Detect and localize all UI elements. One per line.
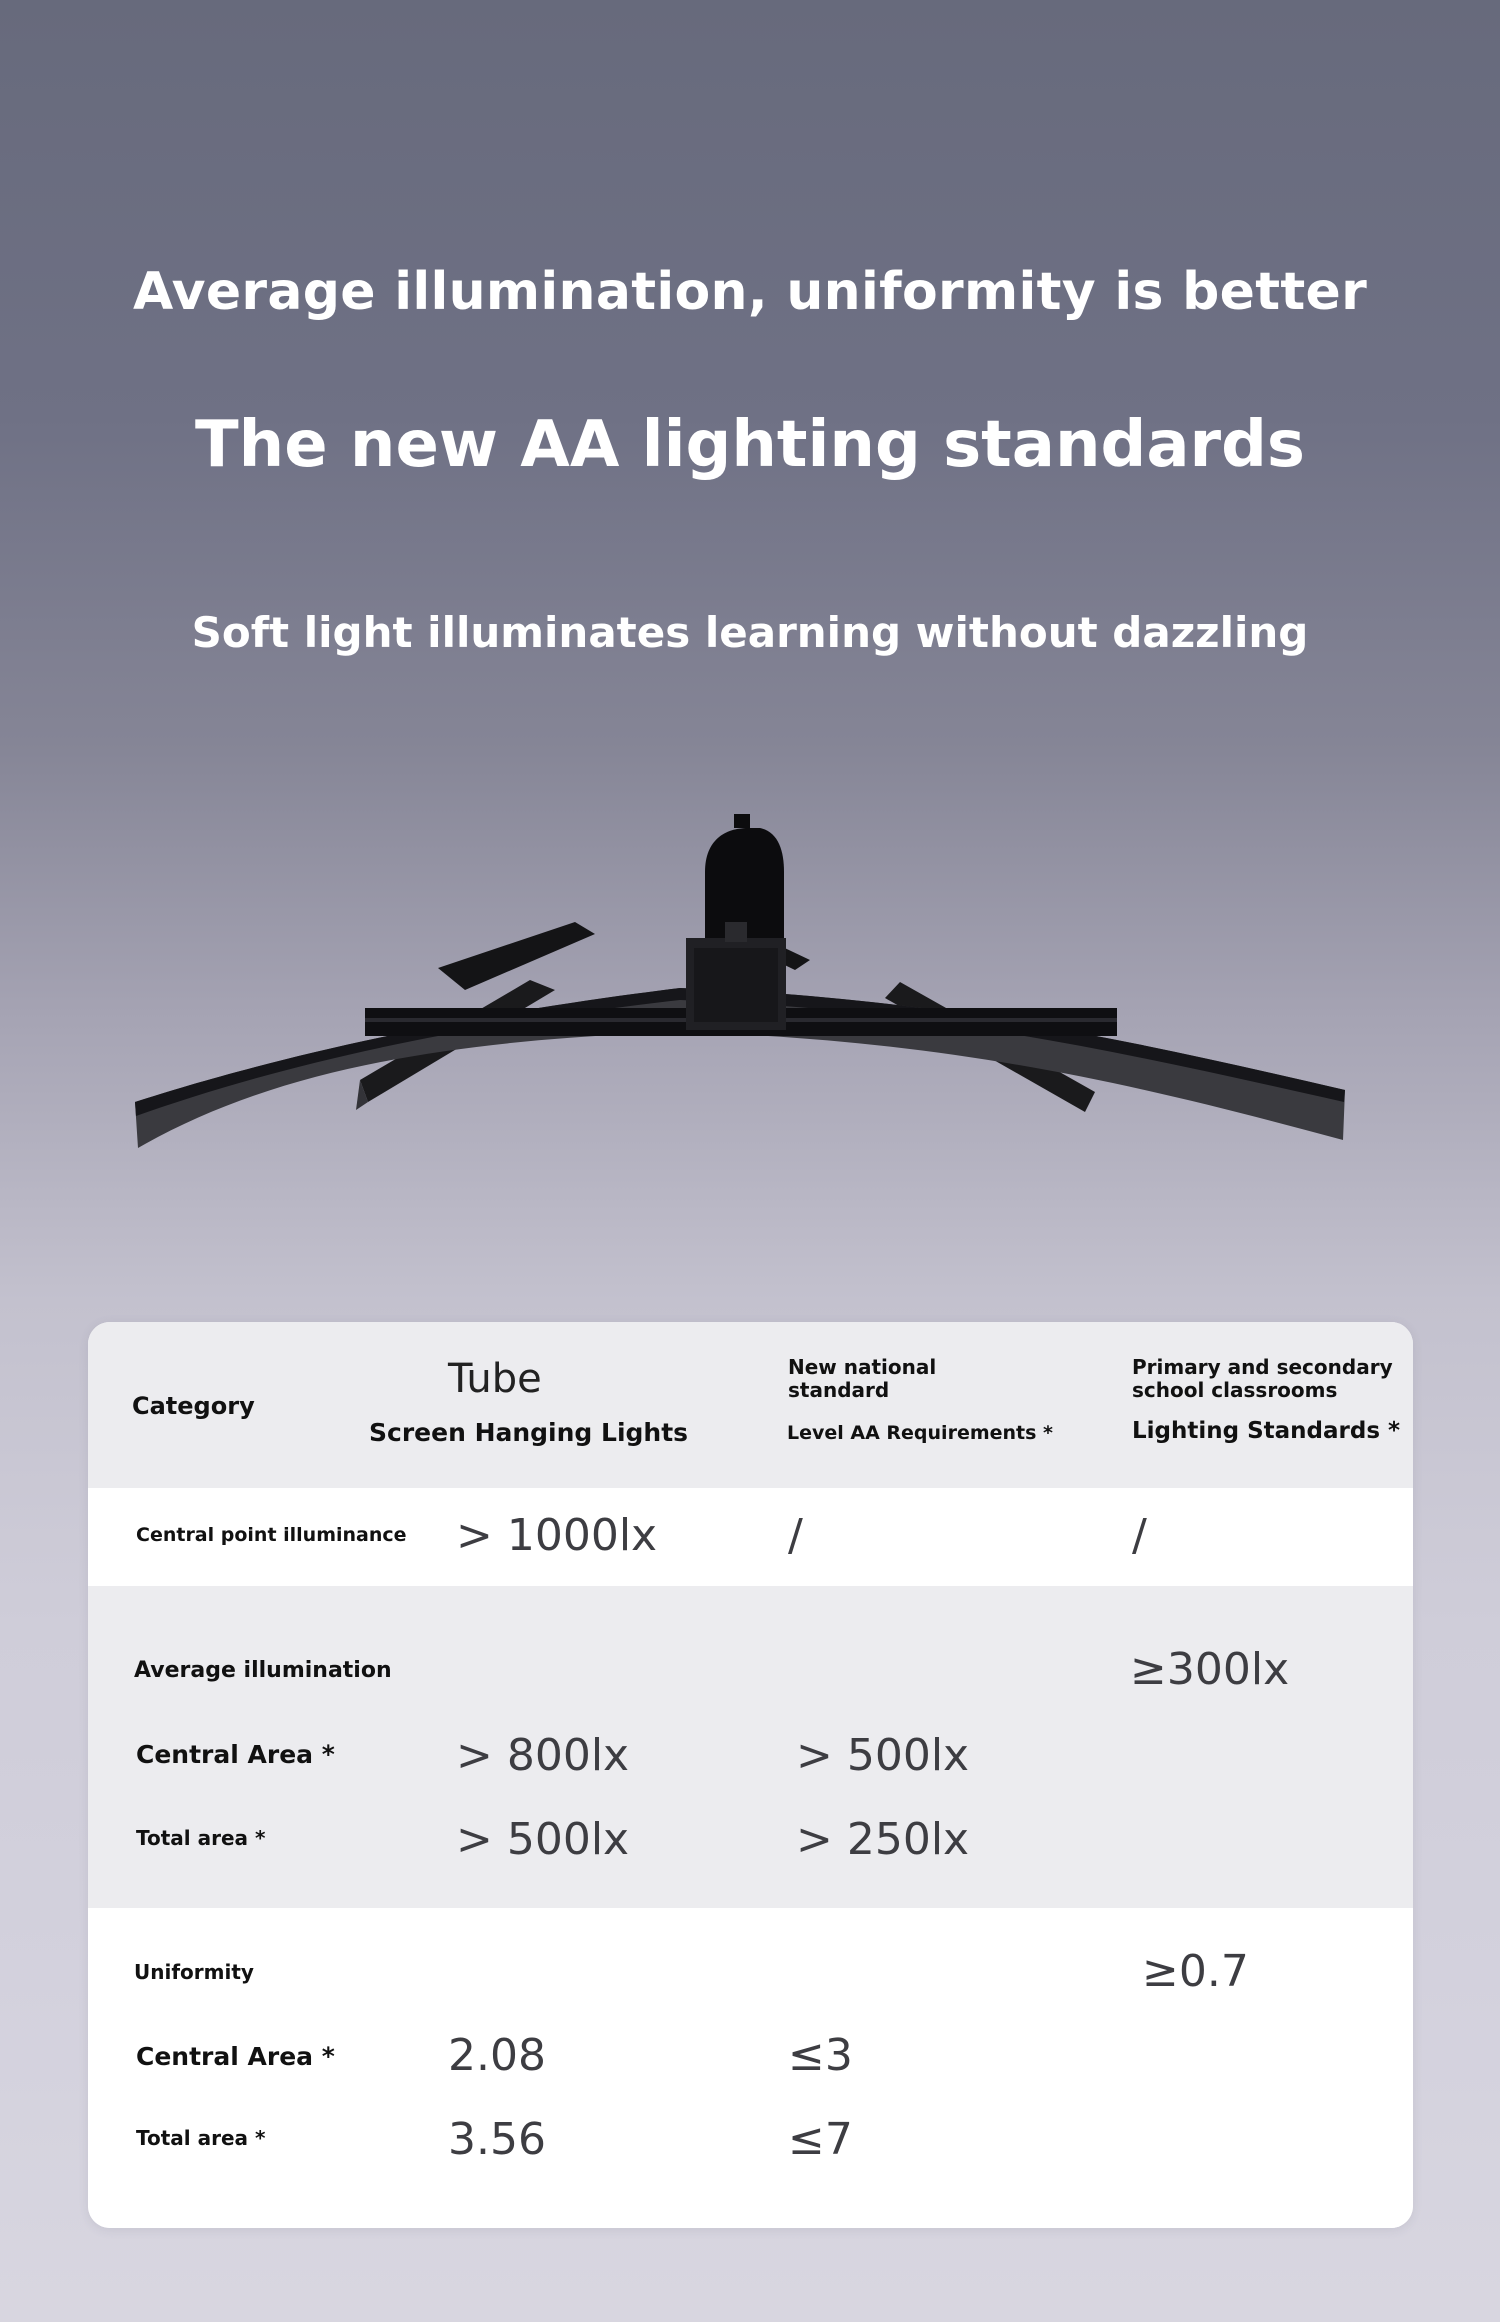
average-central-label: Central Area * <box>136 1740 335 1769</box>
average-total-col2: > 250lx <box>796 1814 970 1865</box>
lighting-standards-table <box>88 1322 1413 2228</box>
uniformity-total-col2: ≤7 <box>788 2114 853 2165</box>
lamp-clamp <box>705 828 784 938</box>
uniformity-label: Uniformity <box>134 1960 254 1984</box>
uniformity-col3: ≥0.7 <box>1142 1946 1249 1997</box>
central-point-col3: / <box>1132 1510 1147 1561</box>
average-total-label: Total area * <box>136 1826 266 1850</box>
uniformity-total-label: Total area * <box>136 2126 266 2150</box>
uniformity-central-label: Central Area * <box>136 2042 335 2071</box>
average-central-col2: > 500lx <box>796 1730 970 1781</box>
average-label: Average illumination <box>134 1658 392 1683</box>
headline-tagline: Soft light illuminates learning without dazzling <box>191 608 1309 657</box>
screen-hanging-lamp-image <box>120 810 1360 1230</box>
central-point-col1: > 1000lx <box>456 1510 658 1561</box>
central-point-col2: / <box>788 1510 803 1561</box>
header-col3-top-1: Primary and secondary <box>1132 1355 1393 1379</box>
average-central-col1: > 800lx <box>456 1730 630 1781</box>
header-col2-bottom: Level AA Requirements * <box>787 1422 1053 1444</box>
table-header-row <box>88 1322 1413 1488</box>
lamp-leg-rear-left <box>438 922 595 990</box>
header-col3-bottom: Lighting Standards * <box>1132 1418 1401 1444</box>
headline-title: The new AA lighting standards <box>195 408 1305 482</box>
average-total-col1: > 500lx <box>456 1814 630 1865</box>
uniformity-central-col1: 2.08 <box>448 2030 546 2081</box>
central-point-label: Central point illuminance <box>136 1524 407 1546</box>
header-col3-top-2: school classrooms <box>1132 1378 1338 1402</box>
header-category: Category <box>132 1392 255 1420</box>
header-col2-top-2: standard <box>788 1378 890 1402</box>
header-col1-top: Tube <box>448 1356 542 1402</box>
header-col2-top-1: New national <box>788 1355 937 1379</box>
row-central-point <box>88 1488 1413 1586</box>
row-average-illumination <box>88 1586 1413 1908</box>
headline-primary: Average illumination, uniformity is better <box>132 262 1368 322</box>
row-uniformity <box>88 1908 1413 2228</box>
uniformity-total-col1: 3.56 <box>448 2114 546 2165</box>
uniformity-central-col2: ≤3 <box>788 2030 853 2081</box>
header-col1-bottom: Screen Hanging Lights <box>369 1418 689 1447</box>
average-col3: ≥300lx <box>1130 1644 1290 1695</box>
